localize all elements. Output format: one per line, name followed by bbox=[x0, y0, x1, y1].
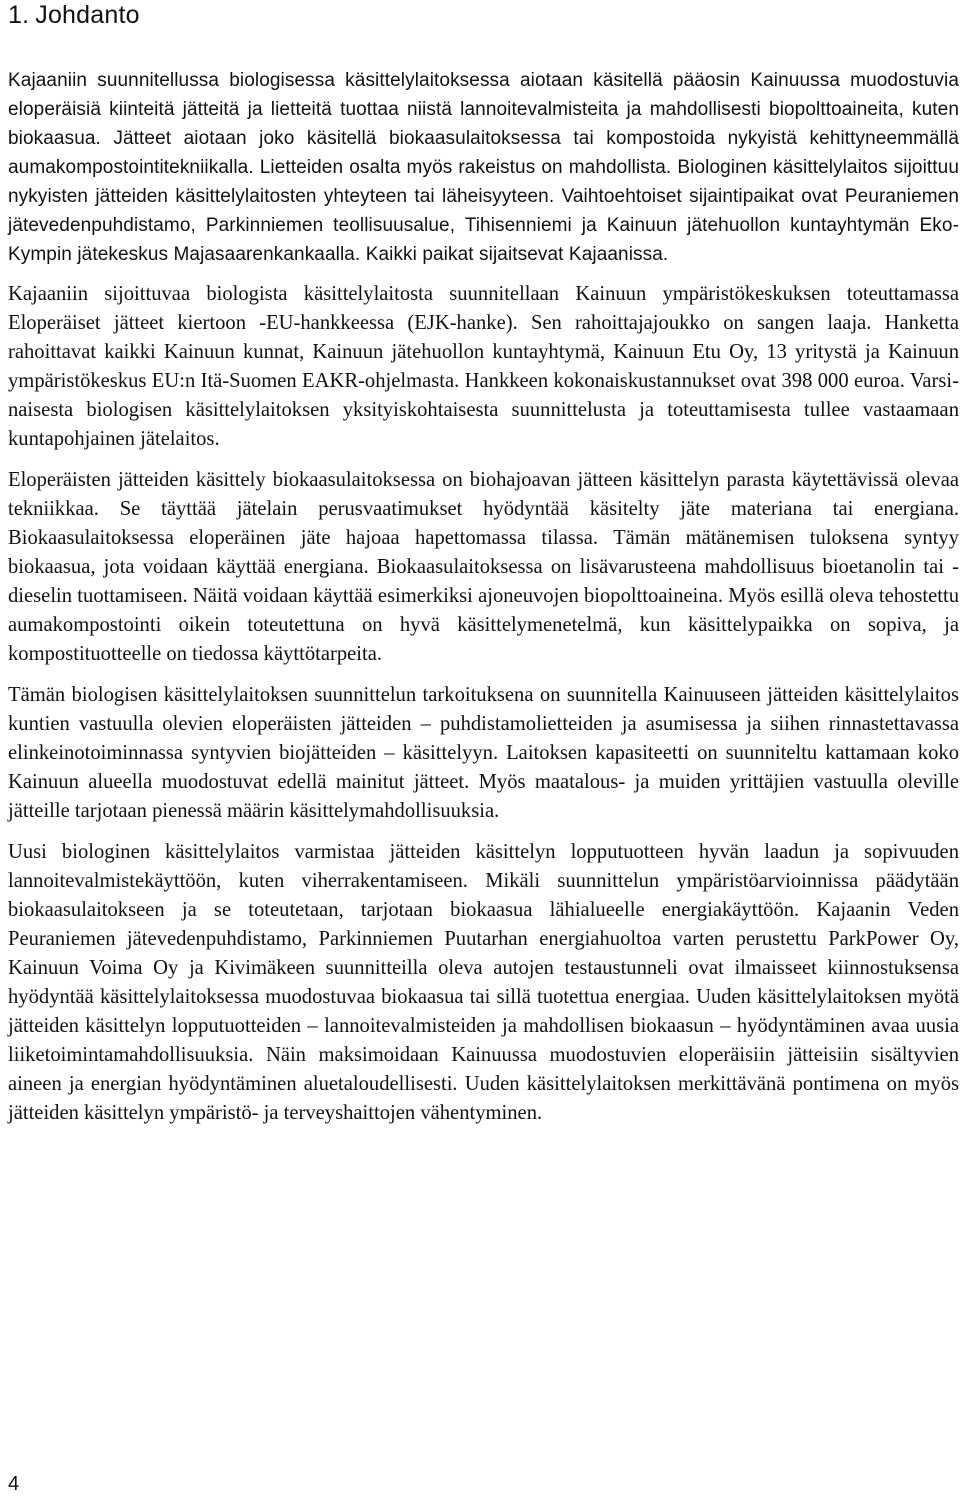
paragraph-biogas: Eloperäisten jätteiden käsittely biokaasulaitoksessa on biohajoavan jätteen käsittelyn parasta käytettävissä olevaa tekniikkaa. Se täyttää jätelain perusvaatimukset hyödyntää käsitelty jäte materiana tai energiana. Biokaasulaitoksessa eloperäinen jäte hajoaa hapettomassa tilassa. Tämän mätänemisen tuloksena syntyy biokaasua, jota voidaan käyttää energiana. Biokaasulaitoksessa on lisävarusteena mahdollisuus bioetanolin tai -dieselin tuottamiseen. Näitä voidaan käyttää esimerkiksi ajoneuvojen biopolttoaineina. Myös esillä oleva tehostettu aumakompostointi oikein toteutettuna on hyvä käsittelymenetelmä, kun käsittelypaikka on sopiva, ja kompostituotteelle on tiedossa käyttötarpeita. bbox=[8, 469, 959, 665]
paragraph-benefits: Uusi biologinen käsittelylaitos varmistaa jätteiden käsittelyn lopputuotteen hyvän laadun ja sopivuuden lannoitevalmistekäyttöön, kuten viherrakentamiseen. Mikäli suunnittelun ympäristöarvioinnissa päädytään biokaasulaitokseen ja se toteutetaan, tarjotaan biokaasua lähialueelle energiakäyttöön. Kajaanin Veden Peuraniemen jätevedenpuhdistamo, Parkinniemen Puutarhan energiahuoltoa varten perustettu ParkPower Oy, Kainuun Voima Oy ja Kivimäkeen suunnitteilla oleva autojen testaustunneli ovat ilmaisseet kiinnostuksensa hyödyntää käsittelylaitoksessa muodostuvaa biokaasua tai sillä tuotettua energiaa. Uuden käsittelylaitoksen myötä jätteiden käsittelyn lopputuotteiden – lannoitevalmisteiden ja mahdollisen biokaasun – hyödyntäminen avaa uusia liiketoimintamahdollisuuksia. Näin maksimoidaan Kainuussa muodostuvien eloperäisiin jätteisiin sisältyvien aineen ja energian hyödyntäminen aluetaloudellisesti. Uuden käsittelylaitoksen merkittävänä pontimena on myös jätteiden käsittelyn ympäristö- ja terveyshaittojen vähentyminen. bbox=[8, 841, 959, 1124]
paragraph-purpose: Tämän biologisen käsittelylaitoksen suunnittelun tarkoituksena on suunnitella Kainuuseen jätteiden käsittelylaitos kuntien vastuulla olevien eloperäisten jätteiden – puhdistamolietteiden ja asumisessa ja siihen rinnastettavassa elinkeinotoiminnassa syntyvien biojätteiden – käsittelyyn. Laitoksen kapasiteetti on suunniteltu kattamaan koko Kainuun alueella muodostuvat edellä mainitut jätteet. Myös maatalous- ja muiden yrittäjien vastuulla oleville jätteille tarjotaan pienessä määrin käsittelymahdollisuuksia. bbox=[8, 684, 959, 822]
document-page bbox=[8, 0, 959, 1128]
paragraph-project: Kajaaniin sijoittuvaa biologista käsittelylaitosta suunnitellaan Kainuun ympäristökeskuksen toteuttamassa Eloperäiset jätteet kiertoon -EU-hankkeessa (EJK-hanke). Sen rahoittajajoukko on sangen laaja. Hanketta rahoittavat kaikki Kainuun kunnat, Kainuun jätehuollon kuntayhtymä, Kainuun Etu Oy, 13 yritystä ja Kainuun ympäristökeskus EU:n Itä-Suomen EAKR-ohjelmasta. Hankkeen kokonaiskustannukset ovat 398 000 euroa. Varsinaisesta biologisen käsittelylaitoksen yksityiskohtaisesta suunnittelusta ja toteuttamisesta tullee vastaamaan kuntapohjainen jätelaitos. bbox=[8, 283, 959, 450]
section-title: Johdanto bbox=[35, 1, 140, 29]
section-heading bbox=[8, 0, 959, 30]
section-number: 1. bbox=[8, 1, 30, 29]
paragraph-intro: Kajaaniin suunnitellussa biologisessa käsittelylaitoksessa aiotaan käsitellä pääosin Kainuussa muodostuvia eloperäisiä kiinteitä jätteitä ja lietteitä tuottaa niistä lannoitevalmisteita ja mahdollisesti biopolttoaineita, kuten biokaasua. Jätteet aiotaan joko käsitellä biokaasulaitoksessa tai kompostoida nykyistä kehittyneemmällä aumakompostointitekniikalla. Lietteiden osalta myös rakeistus on mahdollista. Biologinen käsittelylaitos sijoittuu nykyisten jätteiden käsittelylaitosten yhteyteen tai läheisyyteen. Vaihtoehtoiset sijaintipaikat ovat Peuraniemen jätevedenpuhdistamo, Parkinniemen teollisuusalue, Tihisenniemi ja Kainuun jätehuollon kuntayhtymän Eko-Kympin jätekeskus Majasaarenkankaalla. Kaikki paikat sijaitsevat Kajaanissa. bbox=[8, 70, 959, 265]
page-number: 4 bbox=[8, 1473, 20, 1495]
